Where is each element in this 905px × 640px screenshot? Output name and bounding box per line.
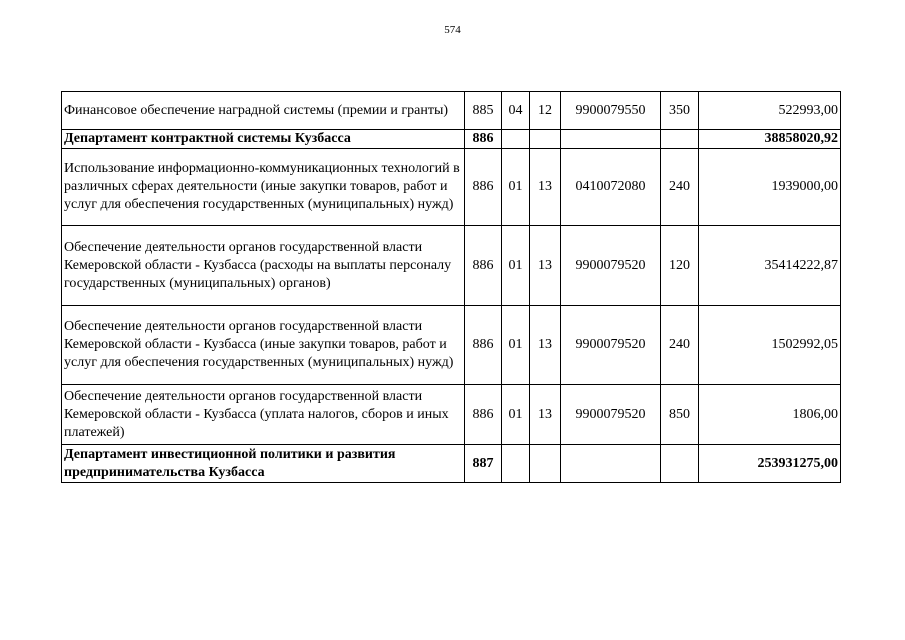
table-row bbox=[62, 149, 841, 226]
row-ved: 886 bbox=[465, 149, 502, 226]
row-rz bbox=[502, 130, 530, 149]
page-number: 574 bbox=[444, 24, 461, 36]
budget-table bbox=[61, 91, 841, 483]
row-name: Обеспечение деятельности органов государственной власти Кемеровской области - Кузбасса (иные закупки товаров, работ и услуг для обеспечения государственных (муниципальных) нужд) bbox=[62, 306, 465, 385]
row-sum: 38858020,92 bbox=[699, 130, 841, 149]
row-vr: 850 bbox=[661, 385, 699, 445]
row-ved: 887 bbox=[465, 445, 502, 483]
row-csr: 9900079550 bbox=[561, 92, 661, 130]
table-row bbox=[62, 226, 841, 306]
row-vr: 120 bbox=[661, 226, 699, 306]
row-csr bbox=[561, 445, 661, 483]
row-rz: 01 bbox=[502, 385, 530, 445]
row-name: Финансовое обеспечение наградной системы (премии и гранты) bbox=[62, 92, 465, 130]
row-name: Использование информационно-коммуникационных технологий в различных сферах деятельности (иные закупки товаров, работ и услуг для обеспечения государственных (муниципальных) нужд) bbox=[62, 149, 465, 226]
row-name: Обеспечение деятельности органов государственной власти Кемеровской области - Кузбасса (расходы на выплаты персоналу государственных (муниципальных) органов) bbox=[62, 226, 465, 306]
row-pr bbox=[530, 445, 561, 483]
row-name: Департамент инвестиционной политики и развития предпринимательства Кузбасса bbox=[62, 445, 465, 483]
table-row bbox=[62, 385, 841, 445]
row-sum: 1806,00 bbox=[699, 385, 841, 445]
row-sum: 1502992,05 bbox=[699, 306, 841, 385]
row-name: Департамент контрактной системы Кузбасса bbox=[62, 130, 465, 149]
row-pr: 12 bbox=[530, 92, 561, 130]
row-csr bbox=[561, 130, 661, 149]
table-row bbox=[62, 445, 841, 483]
row-pr bbox=[530, 130, 561, 149]
row-pr: 13 bbox=[530, 226, 561, 306]
row-pr: 13 bbox=[530, 306, 561, 385]
row-ved: 885 bbox=[465, 92, 502, 130]
table-row bbox=[62, 306, 841, 385]
row-vr: 240 bbox=[661, 306, 699, 385]
row-csr: 9900079520 bbox=[561, 385, 661, 445]
row-name: Обеспечение деятельности органов государственной власти Кемеровской области - Кузбасса (уплата налогов, сборов и иных платежей) bbox=[62, 385, 465, 445]
table-row bbox=[62, 92, 841, 130]
table-row bbox=[62, 130, 841, 149]
row-csr: 0410072080 bbox=[561, 149, 661, 226]
row-sum: 253931275,00 bbox=[699, 445, 841, 483]
row-ved: 886 bbox=[465, 385, 502, 445]
row-vr: 350 bbox=[661, 92, 699, 130]
row-rz bbox=[502, 445, 530, 483]
row-pr: 13 bbox=[530, 385, 561, 445]
row-vr: 240 bbox=[661, 149, 699, 226]
row-rz: 01 bbox=[502, 226, 530, 306]
row-ved: 886 bbox=[465, 306, 502, 385]
row-vr bbox=[661, 130, 699, 149]
row-vr bbox=[661, 445, 699, 483]
row-pr: 13 bbox=[530, 149, 561, 226]
row-rz: 04 bbox=[502, 92, 530, 130]
row-sum: 522993,00 bbox=[699, 92, 841, 130]
row-csr: 9900079520 bbox=[561, 306, 661, 385]
row-rz: 01 bbox=[502, 306, 530, 385]
row-rz: 01 bbox=[502, 149, 530, 226]
row-csr: 9900079520 bbox=[561, 226, 661, 306]
row-sum: 1939000,00 bbox=[699, 149, 841, 226]
row-ved: 886 bbox=[465, 226, 502, 306]
row-sum: 35414222,87 bbox=[699, 226, 841, 306]
row-ved: 886 bbox=[465, 130, 502, 149]
